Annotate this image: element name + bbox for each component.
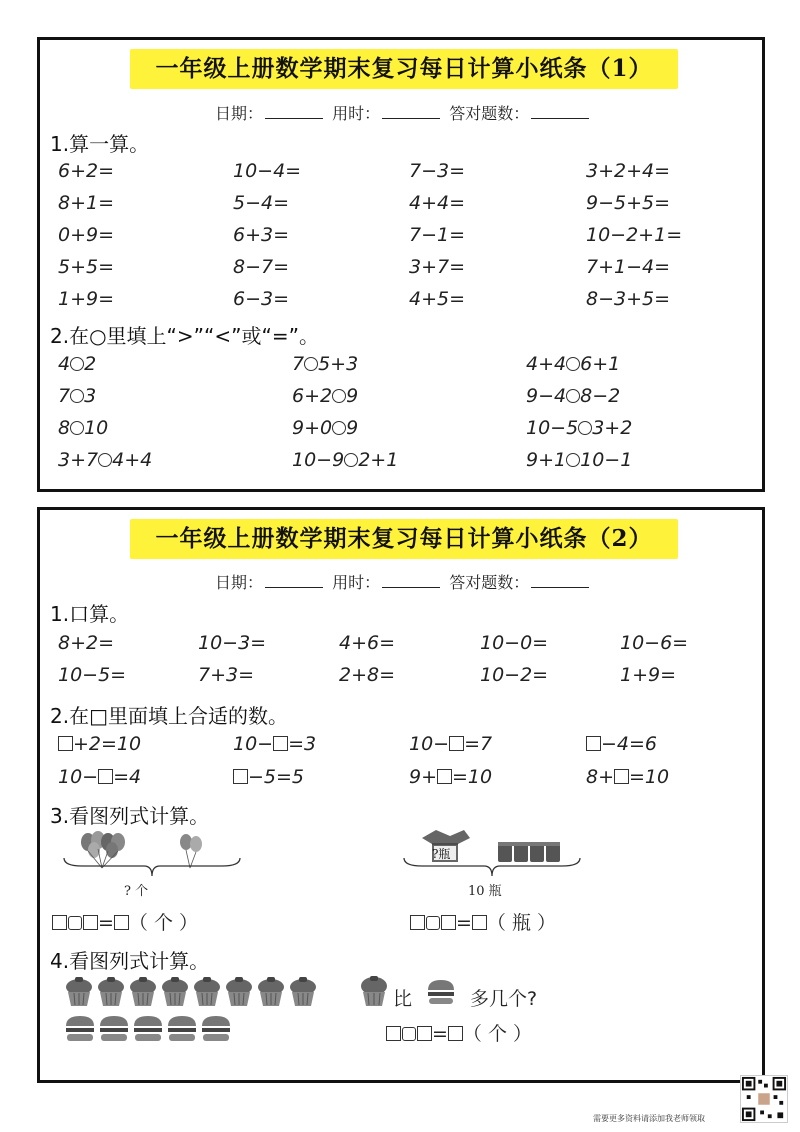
answer-box[interactable] — [437, 769, 452, 784]
fill-box-problem — [58, 766, 141, 788]
compare-right: 4+4 — [112, 449, 153, 471]
fill-box-problem — [233, 733, 316, 755]
burger-icon — [134, 1016, 162, 1041]
fill-suffix: =3 — [288, 733, 317, 755]
burger-icon — [100, 1016, 128, 1041]
date-label: 日期： — [215, 573, 264, 592]
answer-box[interactable] — [448, 1026, 463, 1041]
compare-right: 5+3 — [318, 353, 359, 375]
left-caption: ? 个 — [124, 884, 149, 899]
compare-right: 3+2 — [592, 417, 633, 439]
sheet1-section1-heading: 1.算一算。 — [50, 132, 150, 156]
fill-suffix: −4=6 — [601, 733, 658, 755]
compare-left: 8 — [58, 417, 71, 439]
answer-box[interactable] — [52, 915, 67, 930]
cupcake-icon — [130, 977, 156, 1006]
worksheet-2 — [37, 507, 765, 1083]
time-blank[interactable] — [382, 105, 440, 119]
worksheet-1 — [37, 37, 765, 492]
compare-circle[interactable] — [344, 453, 358, 467]
oral-calc-problem: 10−2= — [480, 664, 549, 686]
fill-prefix: 8+ — [586, 766, 615, 788]
correct-label: 答对题数： — [449, 104, 530, 123]
compare-circle[interactable] — [332, 421, 346, 435]
compare-circle[interactable] — [70, 389, 84, 403]
sheet2-title: 一年级上册数学期末复习每日计算小纸条（2） — [130, 519, 678, 559]
calc-problem: 8−7= — [233, 256, 290, 278]
compare-left: 3+7 — [58, 449, 99, 471]
compare-problem — [58, 449, 152, 471]
right-equation-blanks: = （ 瓶 ） — [410, 908, 556, 935]
burger-icon — [168, 1016, 196, 1041]
calc-problem: 7+1−4= — [586, 256, 671, 278]
left-unit: （ 个 ） — [128, 912, 199, 934]
calc-problem: 5−4= — [233, 192, 290, 214]
compare-unit: （ 个 ） — [462, 1023, 533, 1045]
compare-right: 10 — [84, 417, 109, 439]
compare-left: 7 — [292, 353, 305, 375]
compare-right: 2+1 — [358, 449, 399, 471]
cupcake-icon — [162, 977, 188, 1006]
fill-box-problem — [586, 766, 669, 788]
sheet2-section4-heading: 4.看图列式计算。 — [50, 949, 210, 973]
answer-box[interactable] — [410, 915, 425, 930]
sheet1-info-line — [215, 101, 593, 124]
fill-box-problem — [409, 766, 492, 788]
box-question-label: ?瓶 — [432, 847, 451, 861]
compare-problem — [292, 353, 358, 375]
compare-left: 4+4 — [526, 353, 567, 375]
qr-code-icon — [740, 1075, 788, 1123]
compare-problem — [58, 385, 96, 407]
answer-box[interactable] — [114, 915, 129, 930]
cupcake-icon — [98, 977, 124, 1006]
correct-blank[interactable] — [531, 105, 589, 119]
fill-box-problem — [586, 733, 657, 755]
time-label: 用时： — [332, 104, 381, 123]
burger-icon — [202, 1016, 230, 1041]
compare-question: 多几个? — [470, 988, 538, 1010]
compare-problem — [58, 353, 96, 375]
answer-box[interactable] — [614, 769, 629, 784]
cupcake-icon — [258, 977, 284, 1006]
fill-suffix: =7 — [464, 733, 493, 755]
compare-problem — [292, 449, 398, 471]
fill-prefix: 10− — [409, 733, 450, 755]
compare-problem — [292, 385, 358, 407]
fill-box-problem — [409, 733, 492, 755]
fill-suffix: =10 — [452, 766, 493, 788]
compare-left: 9+0 — [292, 417, 333, 439]
operator-box[interactable] — [426, 916, 440, 930]
calc-problem: 8−3+5= — [586, 288, 671, 310]
calc-problem: 9−5+5= — [586, 192, 671, 214]
date-label: 日期： — [215, 104, 264, 123]
compare-equation-blanks: = （ 个 ） — [386, 1019, 532, 1046]
time-blank[interactable] — [382, 574, 440, 588]
compare-circle[interactable] — [70, 357, 84, 371]
calc-problem: 6−3= — [233, 288, 290, 310]
compare-left: 10−5 — [526, 417, 579, 439]
compare-problem — [292, 417, 358, 439]
answer-box[interactable] — [273, 736, 288, 751]
compare-problem — [526, 449, 632, 471]
fill-box-problem — [233, 766, 304, 788]
oral-calc-problem: 10−0= — [480, 632, 549, 654]
compare-problem — [526, 385, 620, 407]
burgers-row — [64, 1014, 264, 1044]
compare-circle[interactable] — [566, 389, 580, 403]
right-unit: （ 瓶 ） — [486, 912, 557, 934]
date-blank[interactable] — [265, 105, 323, 119]
sheet1-section2-heading: 2.在○里填上“>”“<”或“=”。 — [50, 324, 319, 348]
fill-prefix: 9+ — [409, 766, 438, 788]
right-caption: 10 瓶 — [468, 884, 502, 899]
compare-left: 9−4 — [526, 385, 567, 407]
compare-right: 6+1 — [580, 353, 621, 375]
answer-box[interactable] — [441, 915, 456, 930]
answer-box[interactable] — [98, 769, 113, 784]
compare-right: 10−1 — [580, 449, 633, 471]
calc-problem: 3+7= — [409, 256, 466, 278]
calc-problem: 0+9= — [58, 224, 115, 246]
oral-calc-problem: 1+9= — [620, 664, 677, 686]
answer-box[interactable] — [233, 769, 248, 784]
calc-problem: 3+2+4= — [586, 160, 671, 182]
compare-circle[interactable] — [566, 357, 580, 371]
answer-box[interactable] — [83, 915, 98, 930]
compare-left: 10−9 — [292, 449, 345, 471]
calc-problem: 5+5= — [58, 256, 115, 278]
oral-calc-problem: 8+2= — [58, 632, 115, 654]
compare-circle[interactable] — [70, 421, 84, 435]
answer-box[interactable] — [386, 1026, 401, 1041]
compare-right: 2 — [84, 353, 97, 375]
left-equation-blanks: = （ 个 ） — [52, 908, 198, 935]
fill-box-problem — [58, 733, 141, 755]
fill-prefix: 10− — [233, 733, 274, 755]
compare-problem — [526, 353, 620, 375]
compare-left: 6+2 — [292, 385, 333, 407]
calc-problem: 4+5= — [409, 288, 466, 310]
sheet1-title: 一年级上册数学期末复习每日计算小纸条（1） — [130, 49, 678, 89]
burger-icon — [66, 1016, 94, 1041]
fill-suffix: =10 — [629, 766, 670, 788]
sheet2-section3-heading: 3.看图列式计算。 — [50, 804, 210, 828]
calc-problem: 4+4= — [409, 192, 466, 214]
single-cupcake-icon — [358, 976, 390, 1008]
compare-circle[interactable] — [332, 389, 346, 403]
compare-left: 7 — [58, 385, 71, 407]
oral-calc-problem: 2+8= — [339, 664, 396, 686]
calc-problem: 10−4= — [233, 160, 302, 182]
cupcake-icon — [66, 977, 92, 1006]
sheet2-section2-heading: 2.在□里面填上合适的数。 — [50, 704, 288, 728]
correct-label: 答对题数： — [449, 573, 530, 592]
operator-box[interactable] — [68, 916, 82, 930]
compare-circle[interactable] — [566, 453, 580, 467]
answer-box[interactable] — [417, 1026, 432, 1041]
left-brace-icon — [62, 856, 242, 878]
sheet2-info-line — [215, 570, 593, 593]
calc-problem: 6+3= — [233, 224, 290, 246]
correct-blank[interactable] — [531, 574, 589, 588]
calc-problem: 7−1= — [409, 224, 466, 246]
answer-box[interactable] — [586, 736, 601, 751]
cupcakes-row — [64, 976, 324, 1008]
compare-circle[interactable] — [578, 421, 592, 435]
time-label: 用时： — [332, 573, 381, 592]
oral-calc-problem: 7+3= — [198, 664, 255, 686]
single-burger-icon — [426, 978, 456, 1006]
compare-left: 9+1 — [526, 449, 567, 471]
calc-problem: 7−3= — [409, 160, 466, 182]
compare-problem — [526, 417, 632, 439]
compare-right: 9 — [346, 385, 359, 407]
fill-suffix: −5=5 — [248, 766, 305, 788]
answer-box[interactable] — [58, 736, 73, 751]
calc-problem: 10−2+1= — [586, 224, 683, 246]
footer-note: 需要更多资料请添加我老师领取 — [593, 1114, 705, 1123]
cupcake-icon — [194, 977, 220, 1006]
operator-box[interactable] — [402, 1027, 416, 1041]
compare-word: 比 — [393, 988, 413, 1010]
compare-left: 4 — [58, 353, 71, 375]
cupcake-icon — [226, 977, 252, 1006]
fill-prefix: 10− — [58, 766, 99, 788]
compare-problem — [58, 417, 108, 439]
oral-calc-problem: 10−5= — [58, 664, 127, 686]
compare-right: 8−2 — [580, 385, 621, 407]
answer-box[interactable] — [449, 736, 464, 751]
calc-problem: 1+9= — [58, 288, 115, 310]
date-blank[interactable] — [265, 574, 323, 588]
oral-calc-problem: 10−3= — [198, 632, 267, 654]
compare-circle[interactable] — [304, 357, 318, 371]
oral-calc-problem: 4+6= — [339, 632, 396, 654]
fill-suffix: +2=10 — [73, 733, 142, 755]
oral-calc-problem: 10−6= — [620, 632, 689, 654]
compare-circle[interactable] — [98, 453, 112, 467]
fill-suffix: =4 — [113, 766, 142, 788]
compare-right: 9 — [346, 417, 359, 439]
right-brace-icon — [402, 856, 582, 878]
compare-right: 3 — [84, 385, 97, 407]
sheet2-section1-heading: 1.口算。 — [50, 602, 130, 626]
calc-problem: 6+2= — [58, 160, 115, 182]
calc-problem: 8+1= — [58, 192, 115, 214]
answer-box[interactable] — [472, 915, 487, 930]
cupcake-icon — [290, 977, 316, 1006]
